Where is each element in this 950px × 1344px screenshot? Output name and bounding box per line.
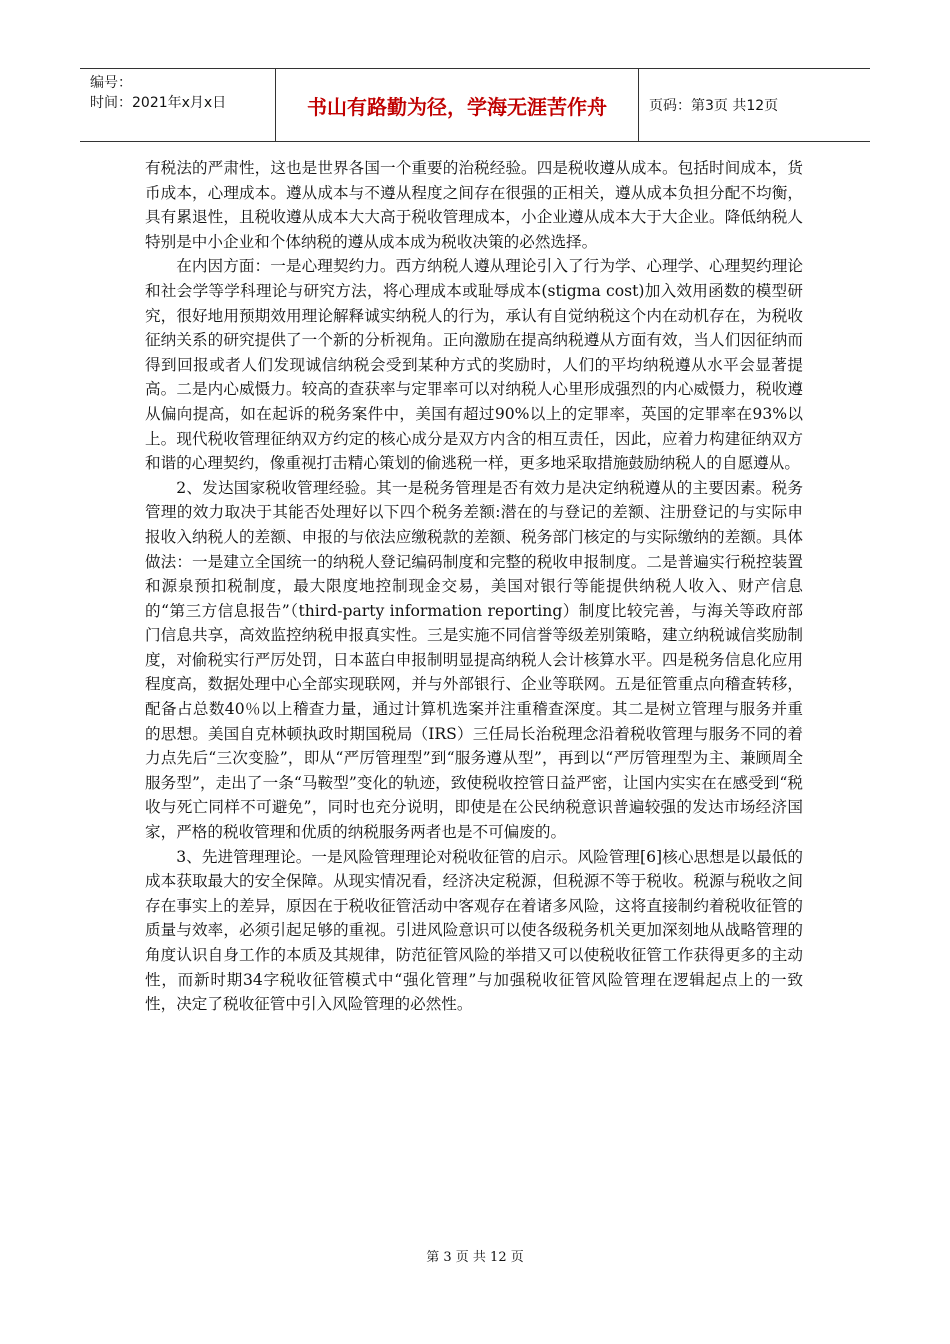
page-footer: 第 3 页 共 12 页 <box>426 1250 524 1265</box>
document-date: 时间：2021年x月x日 <box>90 95 227 111</box>
paragraph-internal-factors: 在内因方面：一是心理契约力。西方纳税人遵从理论引入了行为学、心理学、心理契约理论和社会学等学科理论与研究方法，将心理成本或耻辱成本(stigma cost)加入效用函数的模型研究，很好地用预期效用理论解释诚实纳税人的行为，承认有自觉纳税这个内在动机存在，为税收征纳关系的研究提供了一个新的分析视角。正向激励在提高纳税遵从方面有效，当人们因征纳而得到回报或者人们发现诚信纳税会受到某种方式的奖励时，人们的平均纳税遵从水平会显著提高。二是内心威慑力。较高的查获率与定罪率可以对纳税人心里形成强烈的内心威慑力，税收遵从偏向提高，如在起诉的税务案件中，美国有超过90%以上的定罪率，英国的定罪率在93%以上。现代税收管理征纳双方约定的核心成分是双方内含的相互责任，因此，应着力构建征纳双方和谐的心理契约，像重视打击精心策划的偷逃税一样，更多地采取措施鼓励纳税人的自愿遵从。 <box>145 257 803 473</box>
page-header <box>80 68 870 142</box>
document-body <box>145 156 803 1017</box>
header-meta <box>80 69 275 141</box>
header-motto: 书山有路勤为径，学海无涯苦作舟 <box>275 69 639 141</box>
document-number: 编号： <box>90 75 132 91</box>
paragraph-developed-countries: 2、发达国家税收管理经验。其一是税务管理是否有效力是决定纳税遵从的主要因素。税务管理的效力取决于其能否处理好以下四个税务差额:潜在的与登记的差额、注册登记的与实际申报收入纳税人的差额、申报的与依法应缴税款的差额、税务部门核定的与实际缴纳的差额。具体做法：一是建立全国统一的纳税人登记编码制度和完整的税收申报制度。二是普遍实行税控装置和源泉预扣税制度，最大限度地控制现金交易，美国对银行等能提供纳税人收入、财产信息的“第三方信息报告”（third-party information reporting）制度比较完善，与海关等政府部门信息共享，高效监控纳税申报真实性。三是实施不同信誉等级差别策略，建立纳税诚信奖励制度，对偷税实行严厉处罚，日本蓝白申报制明显提高纳税人会计核算水平。四是税务信息化应用程度高，数据处理中心全部实现联网，并与外部银行、企业等联网。五是征管重点向稽查转移，配备占总数40％以上稽查力量，通过计算机选案并注重稽查深度。其二是树立管理与服务并重的思想。美国自克林顿执政时期国税局（IRS）三任局长治税理念沿着税收管理与服务不同的着力点先后“三次变脸”，即从“严厉管理型”到“服务遵从型”，再到以“严厉管理型为主、兼顾周全服务型”，走出了一条“马鞍型”变化的轨迹，致使税收控管日益严密，让国内实实在在感受到“税收与死亡同样不可避免”，同时也充分说明，即使是在公民纳税意识普遍较强的发达市场经济国家，严格的税收管理和优质的纳税服务两者也是不可偏废的。 <box>145 478 803 842</box>
paragraph-continuation: 有税法的严肃性，这也是世界各国一个重要的治税经验。四是税收遵从成本。包括时间成本，货币成本，心理成本。遵从成本与不遵从程度之间存在很强的正相关，遵从成本负担分配不均衡，具有累退性，且税收遵从成本大大高于税收管理成本，小企业遵从成本大于大企业。降低纳税人特别是中小企业和个体纳税的遵从成本成为税收决策的必然选择。 <box>145 159 803 251</box>
header-page-number: 页码：第3页 共12页 <box>649 98 779 114</box>
paragraph-management-theory: 3、先进管理理论。一是风险管理理论对税收征管的启示。风险管理[6]核心思想是以最低的成本获取最大的安全保障。从现实情况看，经济决定税源，但税源不等于税收。税源与税收之间存在事实上的差异，原因在于税收征管活动中客观存在着诸多风险，这将直接制约着税收征管的质量与效率，必须引起足够的重视。引进风险意识可以使各级税务机关更加深刻地从战略管理的角度认识自身工作的本质及其规律，防范征管风险的举措又可以使税收征管工作获得更多的主动性，而新时期34字税收征管模式中“强化管理”与加强税收征管风险管理在逻辑起点上的一致性，决定了税收征管中引入风险管理的必然性。 <box>145 847 803 1014</box>
